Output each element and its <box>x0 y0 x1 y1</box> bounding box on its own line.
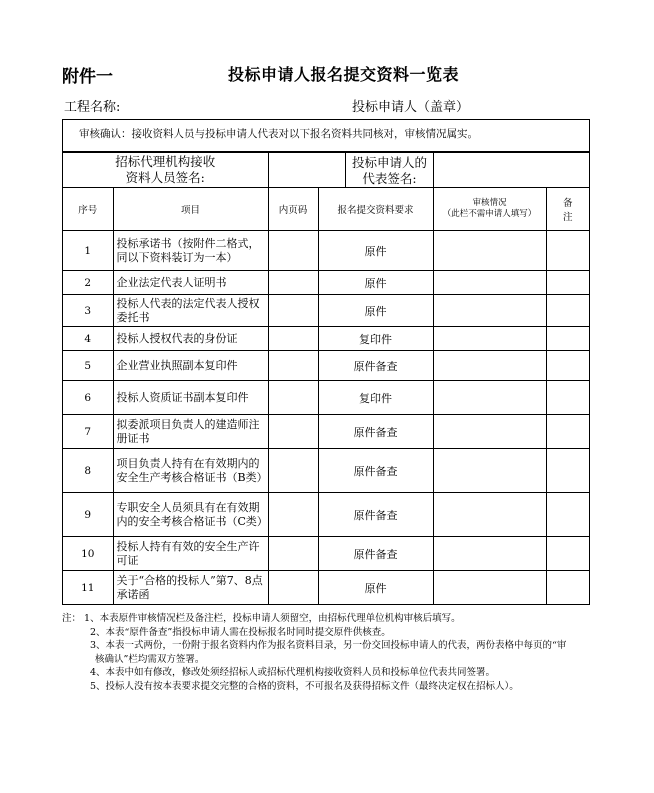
header-requirement: 报名提交资料要求 <box>318 188 433 231</box>
applicant-label-line2: 代表签名: <box>362 171 417 186</box>
note-line: 4、本表中如有修改，修改处须经招标人或招标代理机构接收资料人员和投标单位代表共同签署。 <box>90 667 496 678</box>
table-row <box>63 271 589 295</box>
signature-row <box>63 153 589 188</box>
agent-signature-field[interactable] <box>268 153 433 188</box>
row-requirement: 原件备查 <box>318 493 433 537</box>
header-check-line1: 审核情况 <box>472 198 507 208</box>
table-row <box>63 327 589 351</box>
row-number: 11 <box>63 571 113 605</box>
note-line: 5、投标人没有按本表要求提交完整的合格的资料，不可报名及获得招标文件（最终决定权在招标人）。 <box>90 680 519 692</box>
row-page-field[interactable] <box>268 271 318 295</box>
header-no: 序号 <box>63 188 113 231</box>
header-item: 项目 <box>113 188 268 231</box>
project-name-label: 工程名称: <box>64 100 121 115</box>
submission-table <box>63 152 589 605</box>
table-row <box>63 381 589 415</box>
row-requirement: 原件备查 <box>318 415 433 449</box>
row-requirement: 复印件 <box>318 327 433 351</box>
row-number: 5 <box>63 351 113 381</box>
row-requirement: 原件 <box>318 271 433 295</box>
row-number: 10 <box>63 537 113 571</box>
row-requirement: 原件 <box>318 295 433 327</box>
row-check-field[interactable] <box>433 381 546 415</box>
row-remark-field[interactable] <box>546 415 589 449</box>
row-item: 投标承诺书（按附件二格式，同以下资料装订为一本） <box>113 231 268 271</box>
header-remark-line1: 备 <box>563 198 573 209</box>
table-row <box>63 493 589 537</box>
applicant-signature-field[interactable] <box>433 153 589 188</box>
row-remark-field[interactable] <box>546 571 589 605</box>
row-page-field[interactable] <box>268 327 318 351</box>
note-line: 3、本表一式两份，一份附于报名资料内作为报名资料目录，另一份交回投标申请人的代表，两份表格中每页的“审 <box>90 640 567 651</box>
row-remark-field[interactable] <box>546 381 589 415</box>
table-header <box>63 188 589 231</box>
row-remark-field[interactable] <box>546 351 589 381</box>
note-line: 注： 1、本表原件审核情况栏及备注栏，投标申请人须留空，由招标代理单位机构审核后填写。 <box>62 613 461 624</box>
row-remark-field[interactable] <box>546 231 589 271</box>
confirm-text: 审核确认：接收资料人员与投标申请人代表对以下报名资料共同核对，审核情况属实。 <box>63 120 589 152</box>
row-page-field[interactable] <box>268 231 318 271</box>
row-page-field[interactable] <box>268 295 318 327</box>
row-number: 1 <box>63 231 113 271</box>
row-number: 7 <box>63 415 113 449</box>
table-row <box>63 351 589 381</box>
agent-label-line1: 招标代理机构接收 <box>115 154 216 169</box>
table-row <box>63 449 589 493</box>
table-row <box>63 231 589 271</box>
row-page-field[interactable] <box>268 571 318 605</box>
row-remark-field[interactable] <box>546 537 589 571</box>
agent-signature-label <box>63 153 268 188</box>
row-page-field[interactable] <box>268 537 318 571</box>
row-item: 关于“合格的投标人”第7、8点承诺函 <box>113 571 268 605</box>
row-remark-field[interactable] <box>546 493 589 537</box>
note-line: 2、本表“原件备查”指投标申请人需在投标报名时同时提交原件供核查。 <box>90 626 391 638</box>
header-page: 内页码 <box>268 188 318 231</box>
row-page-field[interactable] <box>268 449 318 493</box>
row-check-field[interactable] <box>433 271 546 295</box>
note-line: 核确认”栏均需双方签署。 <box>95 653 205 665</box>
table-row <box>63 537 589 571</box>
row-item: 项目负责人持有在有效期内的安全生产考核合格证书（B类） <box>113 449 268 493</box>
row-item: 投标人授权代表的身份证 <box>113 327 268 351</box>
row-remark-field[interactable] <box>546 327 589 351</box>
row-item: 企业法定代表人证明书 <box>113 271 268 295</box>
row-item: 拟委派项目负责人的建造师注册证书 <box>113 415 268 449</box>
meta-row <box>62 96 602 116</box>
row-check-field[interactable] <box>433 537 546 571</box>
row-number: 4 <box>63 327 113 351</box>
table-row <box>63 571 589 605</box>
row-item: 投标人代表的法定代表人授权委托书 <box>113 295 268 327</box>
applicant-label-line1: 投标申请人的 <box>352 155 428 170</box>
row-check-field[interactable] <box>433 493 546 537</box>
header-check <box>433 188 546 231</box>
header-remark <box>546 188 589 231</box>
row-number: 2 <box>63 271 113 295</box>
row-requirement: 原件备查 <box>318 449 433 493</box>
row-requirement: 复印件 <box>318 381 433 415</box>
row-check-field[interactable] <box>433 449 546 493</box>
header-check-line2: （此栏不需申请人填写） <box>442 209 537 219</box>
applicant-signature-label <box>347 155 433 187</box>
row-number: 9 <box>63 493 113 537</box>
row-remark-field[interactable] <box>546 449 589 493</box>
row-requirement: 原件 <box>318 231 433 271</box>
title-row <box>62 62 602 86</box>
row-check-field[interactable] <box>433 295 546 327</box>
row-remark-field[interactable] <box>546 271 589 295</box>
row-requirement: 原件备查 <box>318 537 433 571</box>
header-remark-line2: 注 <box>563 212 573 223</box>
row-page-field[interactable] <box>268 351 318 381</box>
row-item: 专职安全人员须具有在有效期内的安全考核合格证书（C类） <box>113 493 268 537</box>
agent-label-line2: 资料人员签名: <box>125 170 205 185</box>
row-requirement: 原件备查 <box>318 351 433 381</box>
row-check-field[interactable] <box>433 231 546 271</box>
row-page-field[interactable] <box>268 493 318 537</box>
row-item: 投标人资质证书副本复印件 <box>113 381 268 415</box>
applicant-seal-label: 投标申请人（盖章） <box>352 100 470 115</box>
row-check-field[interactable] <box>433 415 546 449</box>
annex-label: 附件一 <box>62 67 113 87</box>
row-page-field[interactable] <box>268 415 318 449</box>
table-row <box>63 415 589 449</box>
row-number: 6 <box>63 381 113 415</box>
page-title: 投标申请人报名提交资料一览表 <box>228 65 460 84</box>
row-page-field[interactable] <box>268 381 318 415</box>
notes <box>62 612 622 693</box>
row-check-field[interactable] <box>433 327 546 351</box>
form-table <box>62 119 590 605</box>
row-remark-field[interactable] <box>546 295 589 327</box>
row-item: 企业营业执照副本复印件 <box>113 351 268 381</box>
row-check-field[interactable] <box>433 571 546 605</box>
table-row <box>63 295 589 327</box>
row-check-field[interactable] <box>433 351 546 381</box>
row-requirement: 原件 <box>318 571 433 605</box>
row-item: 投标人持有有效的安全生产许可证 <box>113 537 268 571</box>
row-number: 3 <box>63 295 113 327</box>
row-number: 8 <box>63 449 113 493</box>
